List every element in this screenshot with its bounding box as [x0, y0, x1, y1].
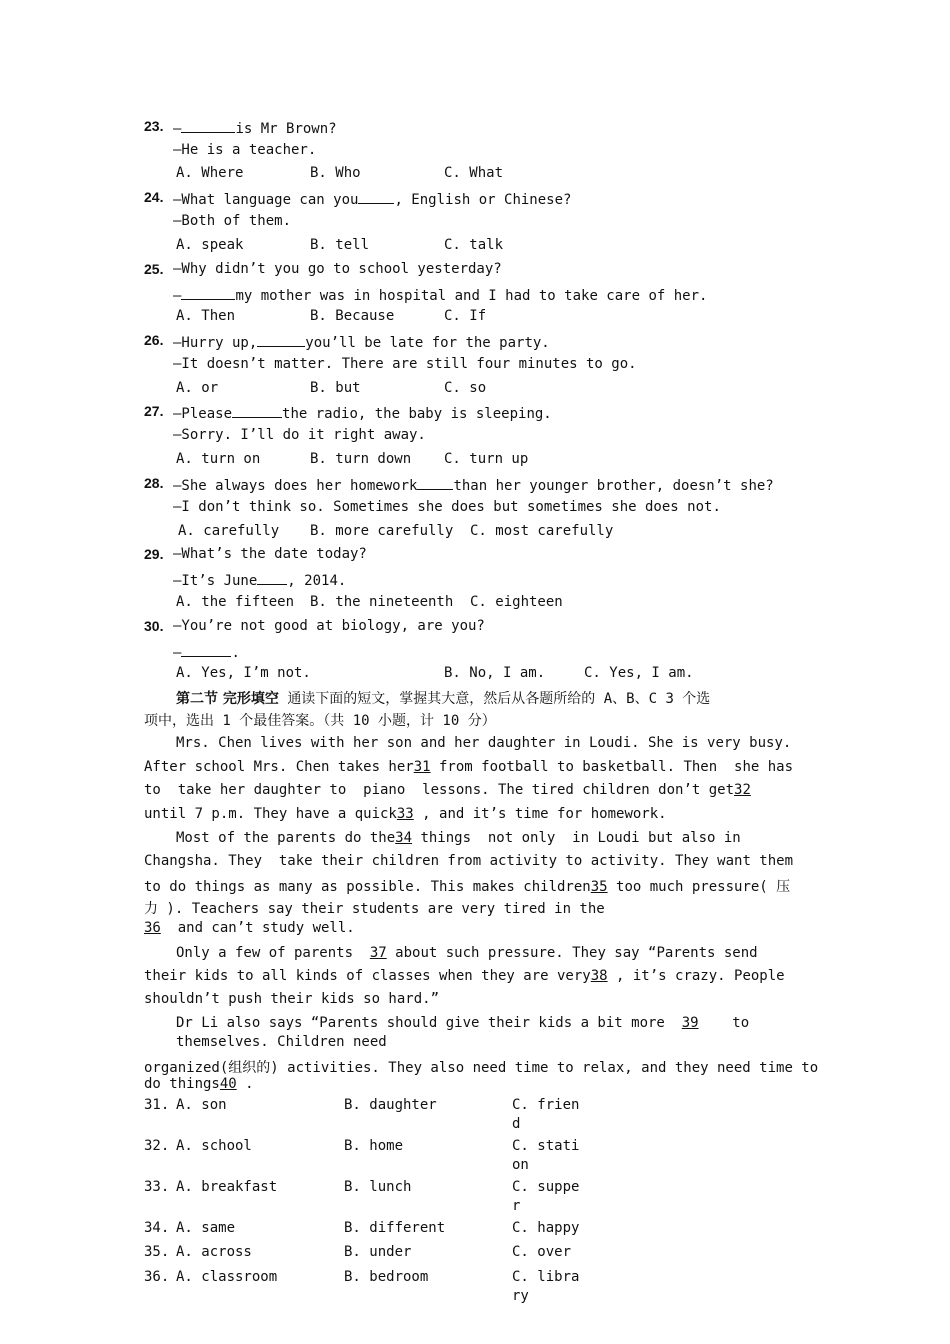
passage-line: shouldn’t push their kids so hard.” [144, 991, 440, 1007]
option-b: B. daughter [344, 1097, 437, 1113]
reply-text: —Sorry. I’ll do it right away. [173, 427, 426, 443]
question-number: 28. [144, 475, 164, 491]
question-text: —What language can you , English or Chinese? [173, 189, 571, 208]
reply-text: —Both of them. [173, 213, 292, 229]
reply-text: —It’s June , 2014. [173, 570, 346, 589]
answer-blank [257, 332, 305, 347]
section-title: 第二节 完形填空 [176, 691, 279, 707]
option-b: B. home [344, 1138, 404, 1154]
option-a: A. speak [176, 237, 244, 253]
option-c: C. libra [512, 1269, 580, 1285]
option-c: C. talk [444, 237, 504, 253]
passage-line: 力 ). Teachers say their students are very tired in the [144, 901, 605, 917]
blank-38: 38 [590, 968, 608, 984]
option-c: C. If [444, 308, 487, 324]
row-number: 35. [144, 1244, 170, 1260]
answer-blank [181, 118, 235, 133]
option-a: A. classroom [176, 1269, 278, 1285]
answer-blank [358, 189, 394, 204]
reply-text: — . [173, 642, 240, 661]
question-number: 29. [144, 546, 164, 562]
question-text: —Please the radio, the baby is sleeping. [173, 403, 552, 422]
question-text: —You’re not good at biology, are you? [173, 618, 485, 634]
passage-line: their kids to all kinds of classes when they are very38 , it’s crazy. People [144, 968, 785, 984]
passage-line: Mrs. Chen lives with her son and her daughter in Loudi. She is very busy. [176, 735, 792, 751]
blank-35: 35 [590, 879, 608, 895]
answer-blank [257, 570, 287, 585]
question-number: 26. [144, 332, 164, 348]
question-number: 25. [144, 261, 164, 277]
question-number: 24. [144, 189, 164, 205]
question-text: — is Mr Brown? [173, 118, 337, 137]
question-number: 27. [144, 403, 164, 419]
reply-text: —It doesn’t matter. There are still four minutes to go. [173, 356, 637, 372]
reply-text: —I don’t think so. Sometimes she does but sometimes she does not. [173, 499, 721, 515]
row-number: 34. [144, 1220, 170, 1236]
option-a: A. turn on [176, 451, 261, 467]
option-a: A. Then [176, 308, 236, 324]
option-c: C. suppe [512, 1179, 580, 1195]
option-b: B. the nineteenth [310, 594, 454, 610]
option-c-wrap: ry [512, 1288, 529, 1304]
question-text: —She always does her homework than her younger brother, doesn’t she? [173, 475, 774, 494]
passage-line: until 7 p.m. They have a quick33 , and it’s time for homework. [144, 806, 667, 822]
option-b: B. Who [310, 165, 361, 181]
option-c-wrap: on [512, 1157, 529, 1173]
option-b: B. tell [310, 237, 370, 253]
option-c: C. Yes, I am. [584, 665, 694, 681]
option-b: B. Because [310, 308, 395, 324]
option-a: A. or [176, 380, 219, 396]
option-c-wrap: r [512, 1198, 521, 1214]
question-number: 23. [144, 118, 164, 134]
reply-text: — my mother was in hospital and I had to take care of her. [173, 285, 707, 304]
option-a: A. across [176, 1244, 252, 1260]
blank-32: 32 [734, 782, 751, 798]
passage-line: themselves. Children need [176, 1034, 387, 1050]
passage-line: 36 and can’t study well. [144, 920, 355, 936]
reply-text: —He is a teacher. [173, 142, 317, 158]
passage-line: Changsha. They take their children from activity to activity. They want them [144, 853, 794, 869]
row-number: 33. [144, 1179, 170, 1195]
option-c: C. eighteen [470, 594, 563, 610]
blank-39: 39 [681, 1015, 699, 1031]
option-b: B. different [344, 1220, 446, 1236]
answer-blank [181, 642, 231, 657]
passage-line: to do things as many as possible. This makes children35 too much pressure( 压 [144, 879, 791, 895]
option-b: B. under [344, 1244, 412, 1260]
blank-36: 36 [144, 920, 161, 936]
blank-40: 40 [219, 1076, 237, 1092]
option-a: A. carefully [178, 523, 280, 539]
option-b: B. bedroom [344, 1269, 429, 1285]
question-text: —Hurry up, you’ll be late for the party. [173, 332, 550, 351]
option-c: C. so [444, 380, 487, 396]
passage-line: Only a few of parents 37 about such pressure. They say “Parents send [176, 945, 758, 961]
blank-34: 34 [395, 830, 413, 846]
passage-line: Most of the parents do the34 things not only in Loudi but also in [176, 830, 741, 846]
answer-blank [181, 285, 235, 300]
option-c: C. What [444, 165, 504, 181]
option-a: A. Where [176, 165, 244, 181]
blank-33: 33 [396, 806, 414, 822]
passage-line: do things40 . [144, 1076, 254, 1092]
answer-blank [232, 403, 282, 418]
passage-line: to take her daughter to piano lessons. The tired children don’t get32 [144, 782, 751, 798]
option-c-wrap: d [512, 1116, 521, 1132]
section-instruction-cont: 项中，选出 1 个最佳答案。（共 10 小题，计 10 分） [144, 713, 496, 729]
option-a: A. Yes, I’m not. [176, 665, 311, 681]
row-number: 36. [144, 1269, 170, 1285]
question-text: —Why didn’t you go to school yesterday? [173, 261, 502, 277]
question-text: —What’s the date today? [173, 546, 367, 562]
option-a: A. the fifteen [176, 594, 295, 610]
passage-line: organized(组织的) activities. They also need time to relax, and they need time to [144, 1060, 819, 1076]
passage-line: After school Mrs. Chen takes her31 from football to basketball. Then she has [144, 759, 794, 775]
question-number: 30. [144, 618, 164, 634]
blank-31: 31 [413, 759, 431, 775]
option-b: B. lunch [344, 1179, 412, 1195]
option-c: C. frien [512, 1097, 580, 1113]
row-number: 32. [144, 1138, 170, 1154]
option-c: C. over [512, 1244, 572, 1260]
section-instruction: 通读下面的短文，掌握其大意，然后从各题所给的 A、B、C 3 个选 [287, 691, 711, 707]
option-a: A. school [176, 1138, 252, 1154]
row-number: 31. [144, 1097, 170, 1113]
blank-37: 37 [369, 945, 387, 961]
option-b: B. No, I am. [444, 665, 546, 681]
answer-blank [417, 475, 453, 490]
option-a: A. son [176, 1097, 227, 1113]
option-c: C. stati [512, 1138, 580, 1154]
option-c: C. turn up [444, 451, 529, 467]
passage-line: Dr Li also says “Parents should give their kids a bit more 39 to [176, 1015, 750, 1031]
option-a: A. breakfast [176, 1179, 278, 1195]
option-a: A. same [176, 1220, 236, 1236]
option-c: C. most carefully [470, 523, 614, 539]
option-b: B. more carefully [310, 523, 454, 539]
option-b: B. but [310, 380, 361, 396]
option-b: B. turn down [310, 451, 412, 467]
option-c: C. happy [512, 1220, 580, 1236]
